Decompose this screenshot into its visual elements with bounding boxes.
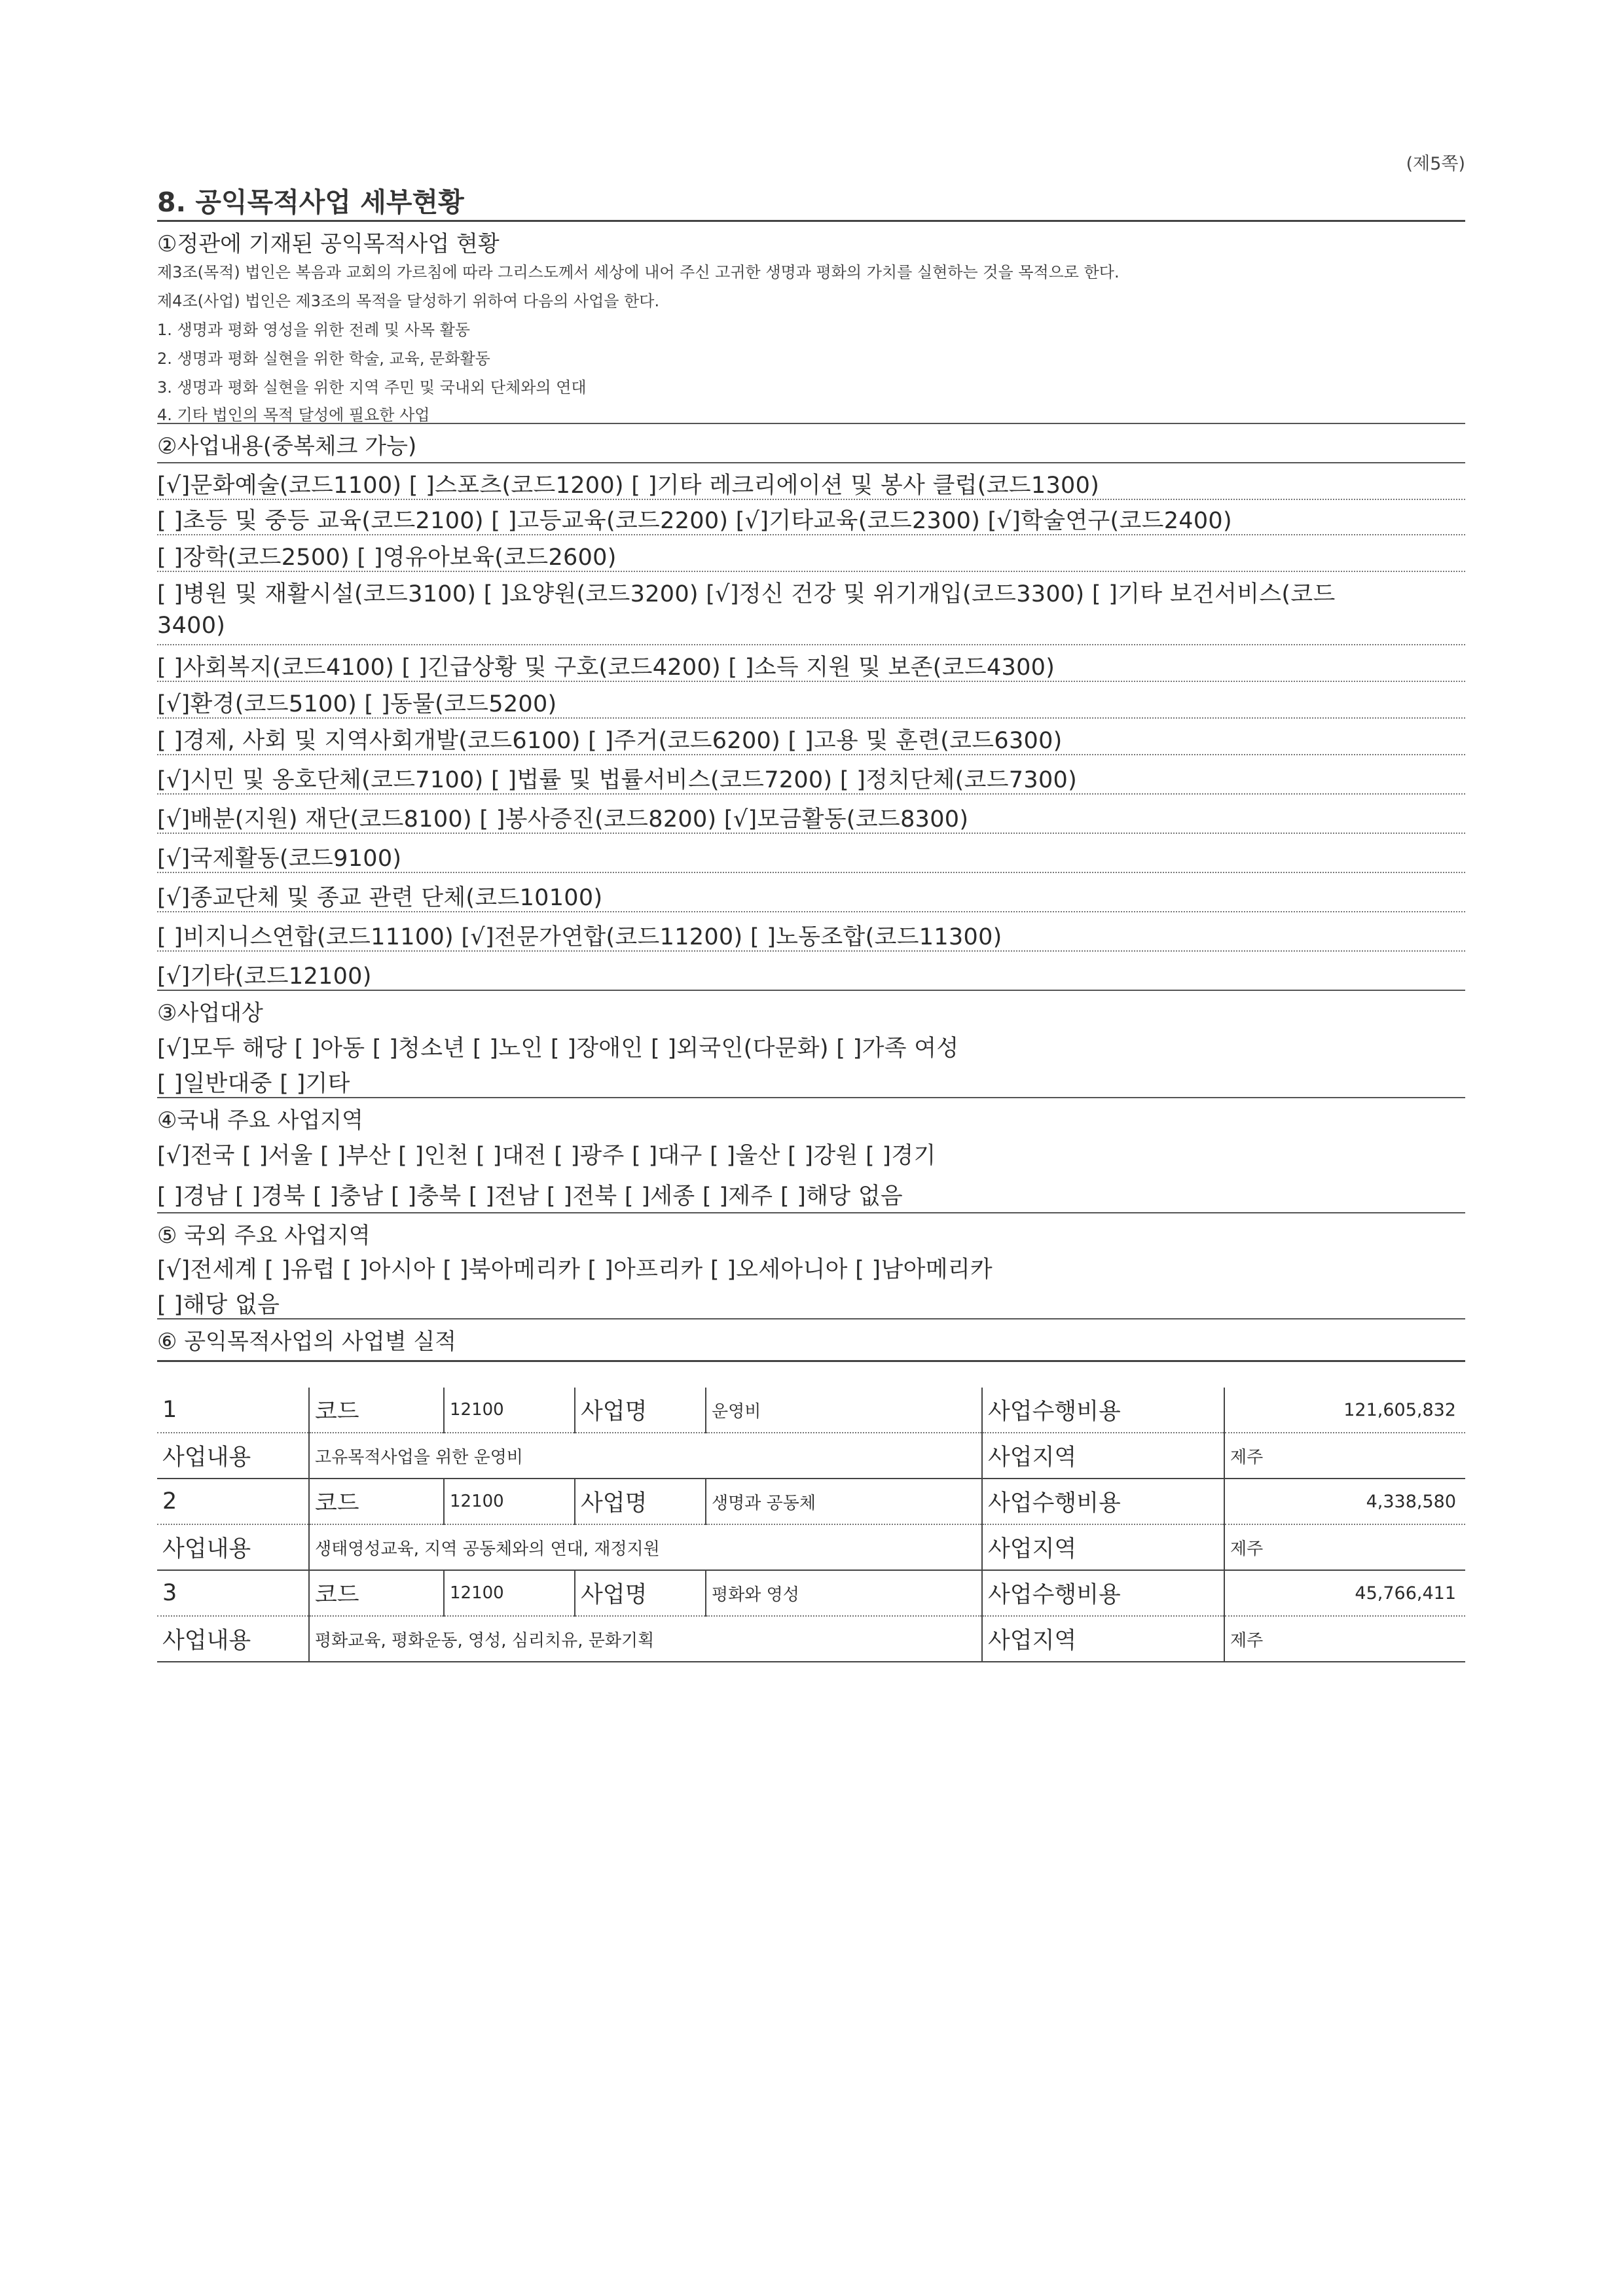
row-no: 2 xyxy=(157,1479,309,1524)
code-label: 코드 xyxy=(309,1479,444,1524)
s1-line: 2. 생명과 평화 실현을 위한 학술, 교육, 문화활동 xyxy=(157,350,490,368)
cost-label: 사업수행비용 xyxy=(982,1479,1224,1524)
code-label: 코드 xyxy=(309,1570,444,1616)
s1-line: 3. 생명과 평화 실현을 위한 지역 주민 및 국내외 단체와의 연대 xyxy=(157,378,587,397)
s3-heading: ③사업대상 xyxy=(157,1000,263,1026)
s1-heading: ①정관에 기재된 공익목적사업 현황 xyxy=(157,231,500,257)
divider xyxy=(157,717,1465,719)
region-value: 제주 xyxy=(1224,1433,1465,1479)
s2-line: [√]배분(지원) 재단(코드8100) [ ]봉사증진(코드8200) [√]모금활동(코드8300) xyxy=(157,806,969,833)
code-value: 12100 xyxy=(444,1388,575,1433)
s4-line: [ ]경남 [ ]경북 [ ]충남 [ ]충북 [ ]전남 [ ]전북 [ ]세종 [ ]제주 [ ]해당 없음 xyxy=(157,1183,903,1210)
content-value: 고유목적사업을 위한 운영비 xyxy=(309,1433,982,1479)
divider xyxy=(157,499,1465,500)
region-value: 제주 xyxy=(1224,1524,1465,1570)
code-value: 12100 xyxy=(444,1479,575,1524)
s5-heading: ⑤ 국외 주요 사업지역 xyxy=(157,1223,371,1249)
s5-line: [√]전세계 [ ]유럽 [ ]아시아 [ ]북아메리카 [ ]아프리카 [ ]오세아니아 [ ]남아메리카 xyxy=(157,1257,993,1283)
divider xyxy=(157,220,1465,222)
content-value: 평화교육, 평화운동, 영성, 심리치유, 문화기획 xyxy=(309,1616,982,1662)
divider xyxy=(157,950,1465,952)
s2-line: [ ]경제, 사회 및 지역사회개발(코드6100) [ ]주거(코드6200) [ ]고용 및 훈련(코드6300) xyxy=(157,728,1063,754)
s2-line: [ ]병원 및 재활시설(코드3100) [ ]요양원(코드3200) [√]정신 건강 및 위기개입(코드3300) [ ]기타 보건서비스(코드 xyxy=(157,581,1336,607)
divider xyxy=(157,571,1465,572)
s2-line: [√]종교단체 및 종교 관련 단체(코드10100) xyxy=(157,885,603,911)
table-row xyxy=(157,1479,1465,1524)
name-value: 운영비 xyxy=(706,1388,982,1433)
page-number: (제5쪽) xyxy=(1406,154,1465,174)
region-value: 제주 xyxy=(1224,1616,1465,1662)
divider xyxy=(157,793,1465,795)
s3-line: [√]모두 해당 [ ]아동 [ ]청소년 [ ]노인 [ ]장애인 [ ]외국인(다문화) [ ]가족 여성 xyxy=(157,1035,959,1062)
table-row xyxy=(157,1616,1465,1662)
s2-line: [ ]사회복지(코드4100) [ ]긴급상황 및 구호(코드4200) [ ]소득 지원 및 보존(코드4300) xyxy=(157,655,1055,681)
divider xyxy=(157,1360,1465,1362)
divider xyxy=(157,1097,1465,1098)
divider xyxy=(157,1318,1465,1319)
s2-line: [√]기타(코드12100) xyxy=(157,963,372,990)
name-value: 평화와 영성 xyxy=(706,1570,982,1616)
s4-heading: ④국내 주요 사업지역 xyxy=(157,1107,363,1134)
divider xyxy=(157,754,1465,755)
s3-line: [ ]일반대중 [ ]기타 xyxy=(157,1071,350,1097)
s2-heading: ②사업내용(중복체크 가능) xyxy=(157,433,417,459)
table-row xyxy=(157,1433,1465,1479)
divider xyxy=(157,833,1465,834)
divider xyxy=(157,872,1465,873)
table-row xyxy=(157,1524,1465,1570)
s2-line: 3400) xyxy=(157,613,226,639)
divider xyxy=(157,990,1465,991)
s2-line: [ ]비지니스연합(코드11100) [√]전문가연합(코드11200) [ ]노동조합(코드11300) xyxy=(157,924,1002,950)
divider xyxy=(157,534,1465,535)
cost-label: 사업수행비용 xyxy=(982,1570,1224,1616)
divider xyxy=(157,462,1465,463)
cost-label: 사업수행비용 xyxy=(982,1388,1224,1433)
divider xyxy=(157,423,1465,424)
cost-value: 121,605,832 xyxy=(1224,1388,1465,1433)
cost-value: 4,338,580 xyxy=(1224,1479,1465,1524)
s2-line: [√]문화예술(코드1100) [ ]스포츠(코드1200) [ ]기타 레크리에이션 및 봉사 클럽(코드1300) xyxy=(157,473,1100,499)
performance-table xyxy=(157,1388,1465,1662)
s2-line: [√]시민 및 옹호단체(코드7100) [ ]법률 및 법률서비스(코드7200) [ ]정치단체(코드7300) xyxy=(157,767,1078,793)
content-label: 사업내용 xyxy=(157,1524,309,1570)
region-label: 사업지역 xyxy=(982,1433,1224,1479)
s2-line: [√]환경(코드5100) [ ]동물(코드5200) xyxy=(157,691,557,717)
row-no: 1 xyxy=(157,1388,309,1433)
row-no: 3 xyxy=(157,1570,309,1616)
s2-line: [ ]장학(코드2500) [ ]영유아보육(코드2600) xyxy=(157,545,617,571)
content-value: 생태영성교육, 지역 공동체와의 연대, 재정지원 xyxy=(309,1524,982,1570)
s6-heading: ⑥ 공익목적사업의 사업별 실적 xyxy=(157,1329,457,1355)
name-label: 사업명 xyxy=(575,1570,706,1616)
divider xyxy=(157,1212,1465,1213)
content-label: 사업내용 xyxy=(157,1433,309,1479)
s5-line: [ ]해당 없음 xyxy=(157,1292,280,1318)
name-value: 생명과 공동체 xyxy=(706,1479,982,1524)
table-row xyxy=(157,1388,1465,1433)
s1-line: 4. 기타 법인의 목적 달성에 필요한 사업 xyxy=(157,406,430,424)
s2-line: [√]국제활동(코드9100) xyxy=(157,846,402,872)
s1-line: 제4조(사업) 법인은 제3조의 목적을 달성하기 위하여 다음의 사업을 한다. xyxy=(157,292,660,310)
table-row xyxy=(157,1570,1465,1616)
cost-value: 45,766,411 xyxy=(1224,1570,1465,1616)
s1-line: 1. 생명과 평화 영성을 위한 전례 및 사목 활동 xyxy=(157,321,471,339)
divider xyxy=(157,644,1465,645)
name-label: 사업명 xyxy=(575,1388,706,1433)
section-title: 8. 공익목적사업 세부현황 xyxy=(157,187,464,218)
name-label: 사업명 xyxy=(575,1479,706,1524)
region-label: 사업지역 xyxy=(982,1524,1224,1570)
content-label: 사업내용 xyxy=(157,1616,309,1662)
divider xyxy=(157,681,1465,682)
region-label: 사업지역 xyxy=(982,1616,1224,1662)
divider xyxy=(157,911,1465,912)
s2-line: [ ]초등 및 중등 교육(코드2100) [ ]고등교육(코드2200) [√]기타교육(코드2300) [√]학술연구(코드2400) xyxy=(157,508,1232,534)
code-label: 코드 xyxy=(309,1388,444,1433)
s4-line: [√]전국 [ ]서울 [ ]부산 [ ]인천 [ ]대전 [ ]광주 [ ]대구 [ ]울산 [ ]강원 [ ]경기 xyxy=(157,1143,936,1169)
code-value: 12100 xyxy=(444,1570,575,1616)
s1-line: 제3조(목적) 법인은 복음과 교회의 가르침에 따라 그리스도께서 세상에 내어 주신 고귀한 생명과 평화의 가치를 실현하는 것을 목적으로 한다. xyxy=(157,263,1120,281)
